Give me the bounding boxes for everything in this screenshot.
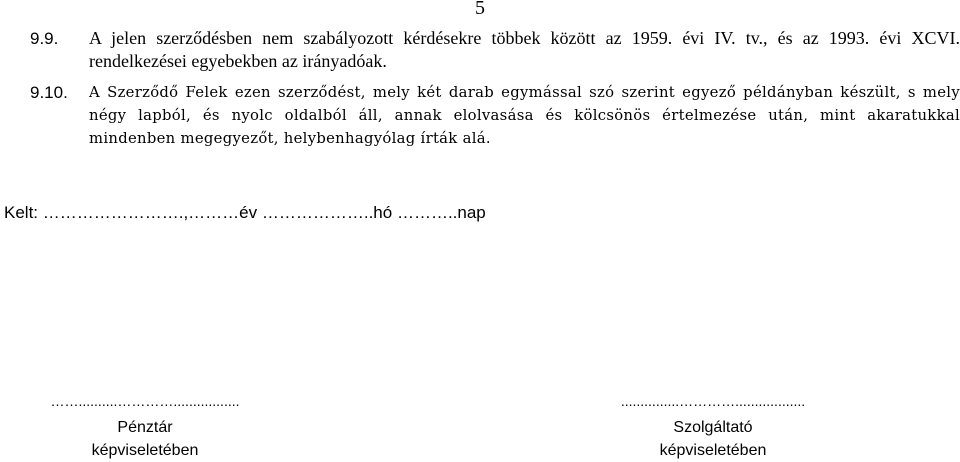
signatory-role: képviseletében [659,442,767,459]
signature-line: ……..........…………................. [50,393,240,409]
clause-number: 9.9. [30,29,59,48]
signature-block-cashier [0,394,290,462]
clause-9-9 [30,27,960,73]
signature-block-provider [568,394,858,462]
clause-text: A jelen szerződésben nem szabályozott kérdésekre többek között az 1959. évi IV. tv., és az 1993. évi XCVI. rendelkezései egyebekben az irányadóak. [89,28,960,71]
signatory-name: Szolgáltató [673,419,753,436]
clause-number: 9.10. [30,83,68,102]
clause-9-10 [30,81,960,150]
signatory-role: képviseletében [91,442,199,459]
signatory-name: Pénztár [117,419,173,436]
page-number: 5 [475,0,485,19]
signature-line: ...............………….................. [620,393,806,409]
clause-text: A Szerződő Felek ezen szerződést, mely két darab egymással szó szerint egyező példányban készült, s mely négy lapból, és nyolc oldalból áll, annak elolvasása és kölcsönös értelmezése után, mint akaratukkal mindenben megegyezőt, helybenhagyólag írták alá. [89,84,960,147]
date-line: Kelt: …………………….,………év ………………..hó ………..nap [4,203,486,222]
